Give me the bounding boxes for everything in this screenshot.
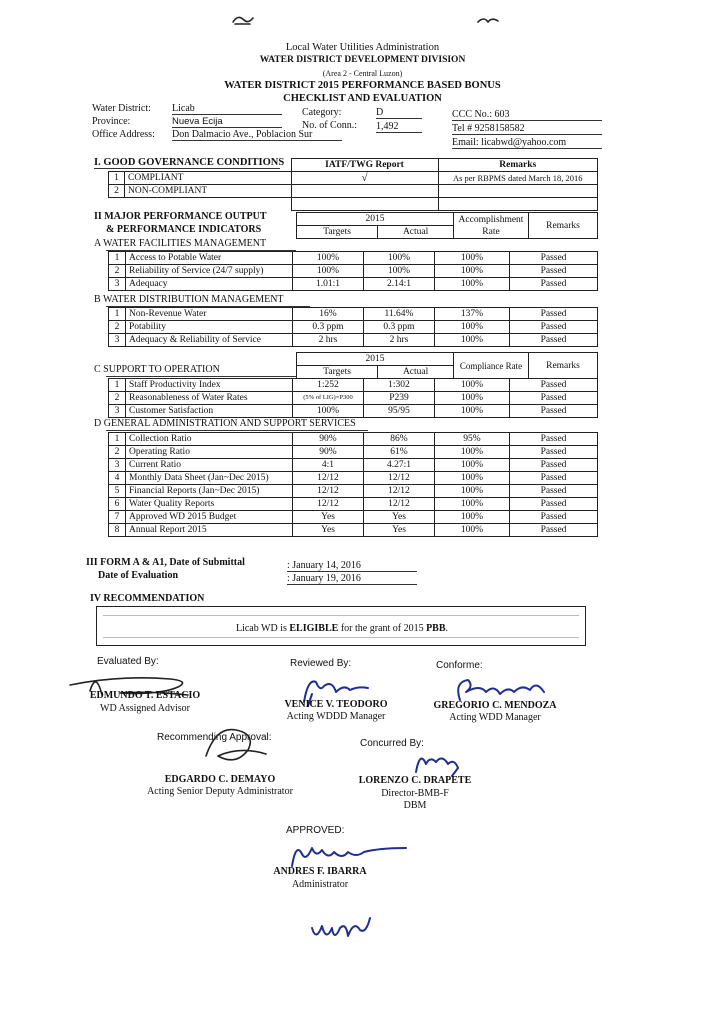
section-c-underline bbox=[106, 376, 296, 377]
water-facilities-table bbox=[108, 251, 598, 291]
table-row: 2 Operating Ratio 90% 61% 100% Passed bbox=[109, 446, 598, 459]
section-ii-title: II MAJOR PERFORMANCE OUTPUT bbox=[94, 211, 267, 222]
section-d-title: D GENERAL ADMINISTRATION AND SUPPORT SERVICES bbox=[94, 418, 356, 429]
water-district-value: Licab bbox=[172, 103, 282, 115]
concurred-title: Director-BMB-F bbox=[381, 788, 449, 799]
conforme-name: GREGORIO C. MENDOZA bbox=[433, 700, 557, 711]
date-of-evaluation-label: Date of Evaluation bbox=[98, 570, 178, 581]
connections-value: 1,492 bbox=[376, 121, 422, 133]
table-row: 1 Access to Potable Water 100% 100% 100% Passed bbox=[109, 252, 598, 265]
recommendation-rule bbox=[103, 615, 579, 616]
table-row: 6 Water Quality Reports 12/12 12/12 100% Passed bbox=[109, 498, 598, 511]
table-row: 1 Staff Productivity Index 1:252 1:302 100% Passed bbox=[109, 379, 598, 392]
document-subtitle: CHECKLIST AND EVALUATION bbox=[283, 93, 442, 104]
approver-name: ANDRES F. IBARRA bbox=[273, 866, 367, 877]
evaluator-title: WD Assigned Advisor bbox=[100, 703, 190, 714]
recommendation-rule bbox=[103, 637, 579, 638]
recommendation-box bbox=[96, 606, 586, 646]
reviewed-by-label: Reviewed By: bbox=[290, 658, 352, 669]
table-row: 1 Collection Ratio 90% 86% 95% Passed bbox=[109, 433, 598, 446]
support-operation-table bbox=[108, 378, 598, 418]
performance-header: 2015 Accomplishment Rate Remarks Targets Actual bbox=[296, 212, 598, 239]
bottom-initials bbox=[308, 906, 380, 946]
division-name: WATER DISTRICT DEVELOPMENT DIVISION bbox=[259, 55, 466, 65]
table-row: 5 Financial Reports (Jan~Dec 2015) 12/12 12/12 100% Passed bbox=[109, 485, 598, 498]
conforme-label: Conforme: bbox=[436, 660, 483, 671]
table-row: 3 Adequacy & Reliability of Service 2 hrs 2 hrs 100% Passed bbox=[109, 334, 598, 347]
area-label: (Area 2 - Central Luzon) bbox=[322, 69, 403, 78]
section-iii-title: III FORM A & A1, Date of Submittal bbox=[86, 557, 245, 568]
date-of-submittal: : January 14, 2016 bbox=[287, 560, 417, 572]
recommendation-text: Licab WD is ELIGIBLE for the grant of 2015 PBB. bbox=[235, 623, 449, 634]
telephone: Tel # 9258158582 bbox=[452, 123, 602, 135]
table-row: 8 Annual Report 2015 Yes Yes 100% Passed bbox=[109, 524, 598, 537]
recommending-title: Acting Senior Deputy Administrator bbox=[147, 786, 293, 797]
section-i-title: I. GOOD GOVERNANCE CONDITIONS bbox=[94, 157, 285, 168]
section-ii-subtitle: & PERFORMANCE INDICATORS bbox=[106, 224, 262, 235]
table-row: 3 Customer Satisfaction 100% 95/95 100% Passed bbox=[109, 405, 598, 418]
table-row: 2 NON-COMPLIANT bbox=[109, 185, 598, 198]
table-row: 2 Potability 0.3 ppm 0.3 ppm 100% Passed bbox=[109, 321, 598, 334]
office-address-label: Office Address: bbox=[92, 129, 155, 140]
table-row: 7 Approved WD 2015 Budget Yes Yes 100% Passed bbox=[109, 511, 598, 524]
concurred-name: LORENZO C. DRAPETE bbox=[358, 775, 472, 786]
approver-title: Administrator bbox=[291, 879, 349, 890]
email: Email: licabwd@yahoo.com bbox=[452, 137, 602, 149]
category-value: D bbox=[376, 107, 422, 119]
agency-name: Local Water Utilities Administration bbox=[285, 42, 440, 53]
date-of-evaluation: : January 19, 2016 bbox=[287, 573, 417, 585]
concurred-by-label: Concurred By: bbox=[360, 738, 424, 749]
initial-mark-left bbox=[230, 12, 256, 28]
col-iatf-report: IATF/TWG Report bbox=[291, 159, 438, 172]
section-iv-title: IV RECOMMENDATION bbox=[90, 593, 205, 604]
recommending-name: EDGARDO C. DEMAYO bbox=[164, 774, 276, 785]
section-c-title: C SUPPORT TO OPERATION bbox=[94, 364, 220, 375]
table-row: 4 Monthly Data Sheet (Jan~Dec 2015) 12/12 12/12 100% Passed bbox=[109, 472, 598, 485]
checkmark: √ bbox=[291, 172, 438, 185]
table-row: 3 Adequacy 1.01:1 2.14:1 100% Passed bbox=[109, 278, 598, 291]
document-title: WATER DISTRICT 2015 PERFORMANCE BASED BONUS bbox=[224, 80, 501, 91]
section-a-title: A WATER FACILITIES MANAGEMENT bbox=[94, 238, 267, 249]
concurred-org: DBM bbox=[403, 800, 427, 811]
section-d-underline bbox=[106, 430, 368, 431]
evaluated-by-label: Evaluated By: bbox=[97, 656, 159, 667]
water-distribution-table bbox=[108, 307, 598, 347]
general-admin-table bbox=[108, 432, 598, 537]
table-row: 2 Reliability of Service (24/7 supply) 100% 100% 100% Passed bbox=[109, 265, 598, 278]
good-governance-table bbox=[108, 158, 598, 211]
table-row: 3 Current Ratio 4:1 4.27:1 100% Passed bbox=[109, 459, 598, 472]
connections-label: No. of Conn.: bbox=[302, 120, 357, 131]
col-remarks: Remarks bbox=[438, 159, 598, 172]
province-value: Nueva Ecija bbox=[172, 116, 282, 128]
table-row: 2 Reasonableness of Water Rates (5% of LIG)=P300 P239 100% Passed bbox=[109, 392, 598, 405]
category-label: Category: bbox=[302, 107, 342, 118]
evaluator-name: EDMUNDO T. ESTACIO bbox=[89, 690, 201, 701]
water-district-label: Water District: bbox=[92, 103, 151, 114]
recommending-label: Recommending Approval: bbox=[157, 732, 272, 743]
ccc-number: CCC No.: 603 bbox=[452, 109, 602, 121]
approved-label: APPROVED: bbox=[286, 825, 345, 836]
province-label: Province: bbox=[92, 116, 131, 127]
section-b-title: B WATER DISTRIBUTION MANAGEMENT bbox=[94, 294, 284, 305]
table-row: 1 Non-Revenue Water 16% 11.64% 137% Passed bbox=[109, 308, 598, 321]
initial-mark-right bbox=[476, 14, 500, 26]
reviewer-name: VENICE V. TEODORO bbox=[284, 699, 388, 710]
conforme-title: Acting WDD Manager bbox=[449, 712, 541, 723]
office-address-value: Don Dalmacio Ave., Poblacion Sur bbox=[172, 129, 342, 141]
support-operation-header: 2015 Compliance Rate Remarks Targets Actual bbox=[296, 352, 598, 379]
table-row: 1 COMPLIANT √ As per RBPMS dated March 18, 2016 bbox=[109, 172, 598, 185]
reviewer-title: Acting WDDD Manager bbox=[286, 711, 386, 722]
recommending-signature bbox=[196, 716, 276, 776]
